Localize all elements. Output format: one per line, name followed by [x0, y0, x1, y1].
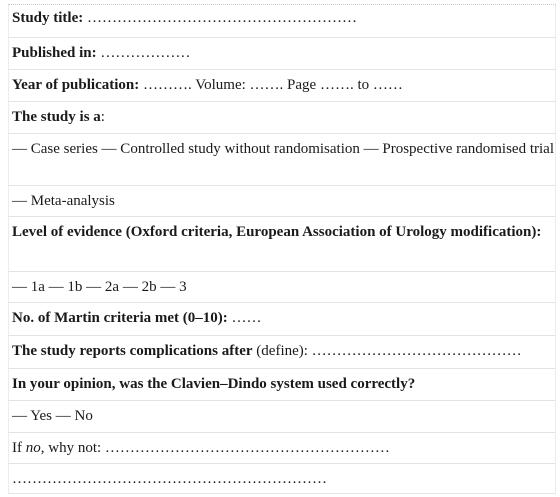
evaluation-form — [8, 4, 556, 494]
meta-analysis-row — [8, 186, 556, 217]
page-to-field: to …… — [357, 77, 403, 93]
if-no-suffix: , why not: ………………………………………………… — [40, 440, 390, 456]
yes-no-options: — Yes — No — [12, 408, 93, 424]
published-in-row — [8, 38, 556, 70]
levels-row — [8, 272, 556, 303]
published-in-label: Published in: — [12, 45, 97, 61]
level-of-evidence-label: Level of evidence (Oxford criteria, European Association of Urology modification): — [12, 224, 542, 240]
martin-criteria-row — [8, 303, 556, 336]
martin-criteria-blank: …… — [231, 310, 262, 326]
volume-field: Volume: ……. — [195, 77, 284, 93]
meta-analysis-option: — Meta-analysis — [12, 193, 115, 209]
year-blank: ………. — [142, 77, 192, 93]
martin-criteria-label: No. of Martin criteria met (0–10): — [12, 310, 228, 326]
extra-line-blank: ……………………………………………………… — [12, 471, 327, 487]
study-type-label: The study is a — [12, 109, 101, 125]
yes-no-row — [8, 401, 556, 433]
study-type-options-row — [8, 134, 556, 186]
published-in-blank: ……………… — [100, 45, 191, 61]
study-type-heading-row — [8, 102, 556, 134]
study-title-blank: ……………………………………………… — [87, 10, 357, 26]
extra-line-row — [8, 464, 556, 494]
year-label: Year of publication: — [12, 77, 140, 93]
if-no-row — [8, 433, 556, 464]
if-no-prefix: If — [12, 440, 26, 456]
study-type-colon: : — [100, 109, 105, 125]
study-title-label: Study title: — [12, 10, 84, 26]
if-no-emphasis: no — [25, 440, 41, 456]
complications-define: (define): …………………………………… — [256, 343, 522, 359]
levels-options: — 1a — 1b — 2a — 2b — 3 — [12, 279, 187, 295]
clavien-dindo-row — [8, 369, 556, 401]
clavien-dindo-question: In your opinion, was the Clavien–Dindo system used correctly? — [12, 376, 416, 392]
complications-label: The study reports complications after — [12, 343, 253, 359]
page-field: Page ……. — [287, 77, 354, 93]
complications-row — [8, 336, 556, 369]
study-title-row — [8, 5, 556, 38]
study-type-options: — Case series — Controlled study without randomisation — Prospective randomised trial — [12, 141, 554, 157]
level-of-evidence-row — [8, 217, 556, 272]
year-row — [8, 70, 556, 102]
